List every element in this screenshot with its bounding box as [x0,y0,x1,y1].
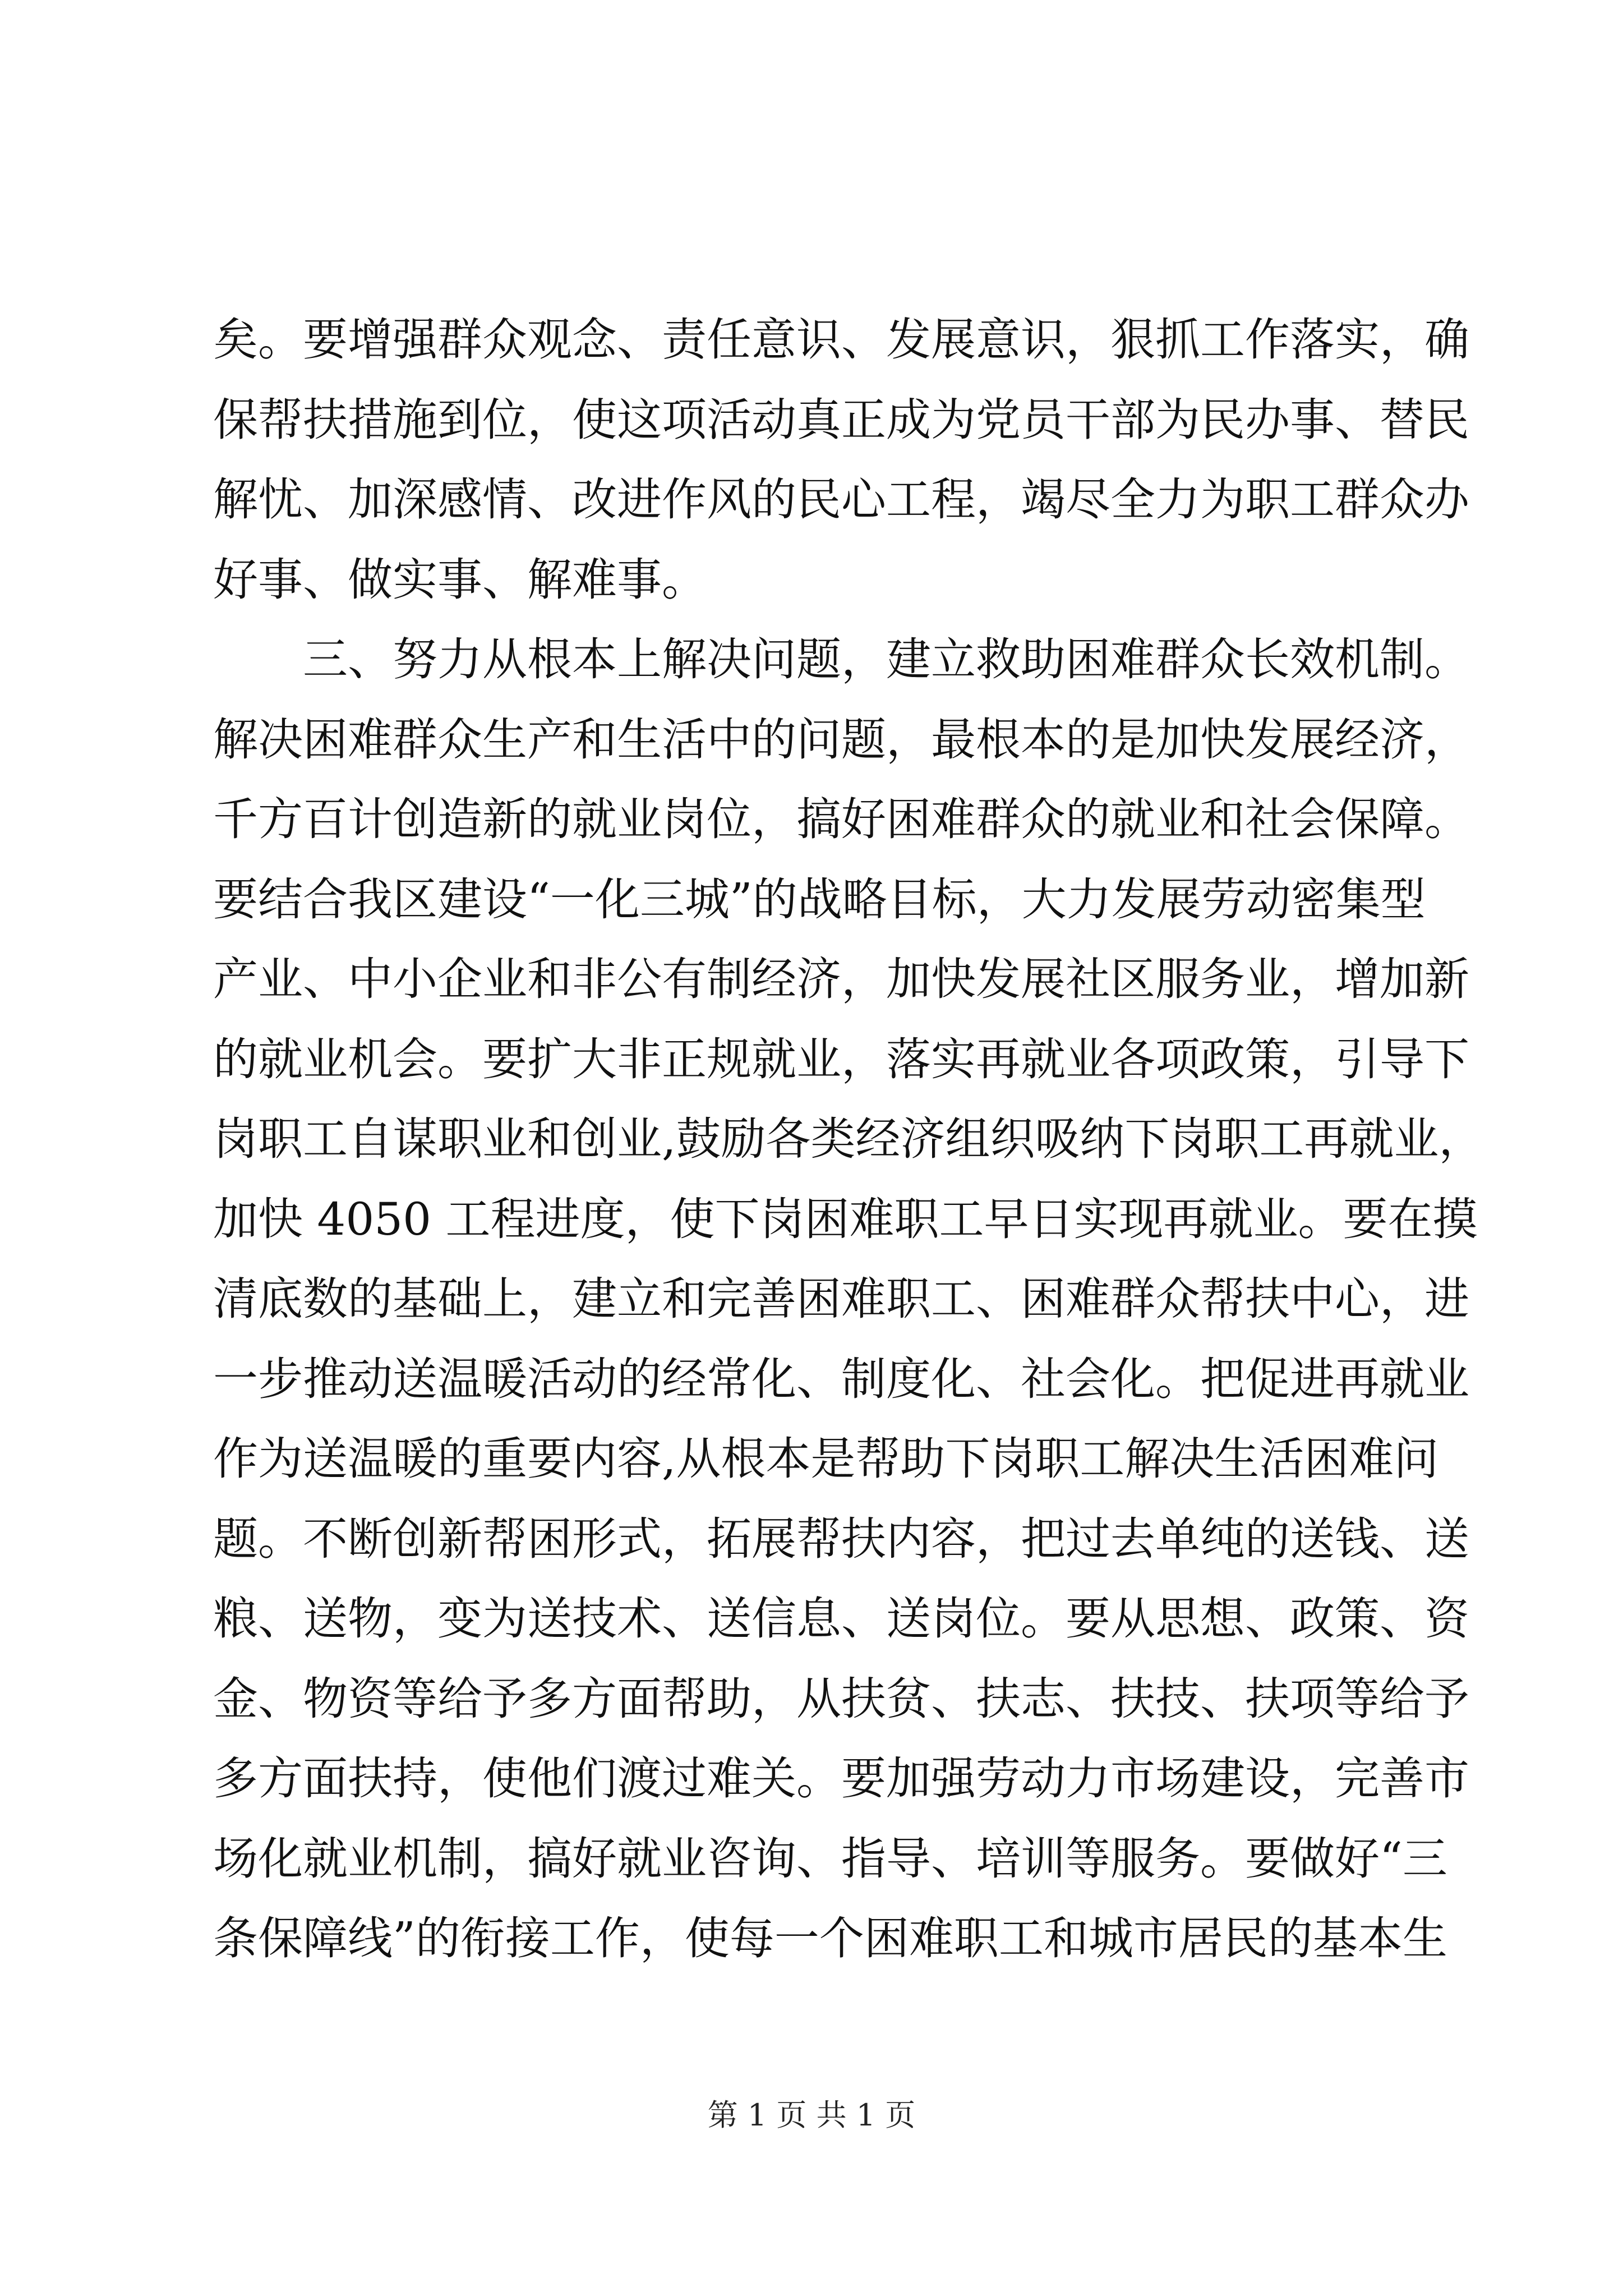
page-number-footer: 第 1 页 共 1 页 [707,2097,916,2133]
text-line: 条保障线”的衔接工作，使每一个困难职工和城市居民的基本生 [213,1912,1447,1964]
text-line: 场化就业机制，搞好就业咨询、指导、培训等服务。要做好“三 [213,1832,1447,1885]
text-line: 解忧、加深感情、改进作风的民心工程，竭尽全力为职工群众办 [213,473,1469,526]
text-line: 粮、送物，变为送技术、送信息、送岗位。要从思想、政策、资 [213,1593,1469,1645]
text-line: 加快 4050 工程进度，使下岗困难职工早日实现再就业。要在摸 [213,1193,1478,1245]
text-line: 一步推动送温暖活动的经常化、制度化、社会化。把促进再就业 [213,1352,1469,1405]
text-line: 清底数的基础上，建立和完善困难职工、困难群众帮扶中心，进 [213,1273,1469,1325]
text-line: 题。不断创新帮困形式，拓展帮扶内容，把过去单纯的送钱、送 [213,1512,1469,1565]
section-heading-line: 三、努力从根本上解决问题，建立救助困难群众长效机制。 [303,633,1469,685]
text-line: 岗职工自谋职业和创业,鼓励各类经济组织吸纳下岗职工再就业， [213,1113,1484,1165]
text-line: 解决困难群众生产和生活中的问题，最根本的是加快发展经济， [213,713,1469,766]
text-line: 要结合我区建设“一化三城”的战略目标，大力发展劳动密集型 [213,873,1426,926]
text-line: 好事、做实事、解难事。 [213,553,707,606]
text-line: 千方百计创造新的就业岗位，搞好困难群众的就业和社会保障。 [213,793,1469,845]
text-line: 金、物资等给予多方面帮助，从扶贫、扶志、扶技、扶项等给予 [213,1672,1469,1725]
body-text [213,300,1484,1979]
text-line: 多方面扶持，使他们渡过难关。要加强劳动力市场建设，完善市 [213,1752,1469,1805]
text-line: 矣。要增强群众观念、责任意识、发展意识，狠抓工作落实，确 [213,314,1469,366]
text-line: 作为送温暖的重要内容,从根本是帮助下岗职工解决生活困难问 [213,1433,1439,1485]
text-line: 产业、中小企业和非公有制经济，加快发展社区服务业，增加新 [213,953,1469,1005]
text-line: 的就业机会。要扩大非正规就业，落实再就业各项政策，引导下 [213,1033,1469,1085]
text-line: 保帮扶措施到位，使这项活动真正成为党员干部为民办事、替民 [213,393,1469,446]
